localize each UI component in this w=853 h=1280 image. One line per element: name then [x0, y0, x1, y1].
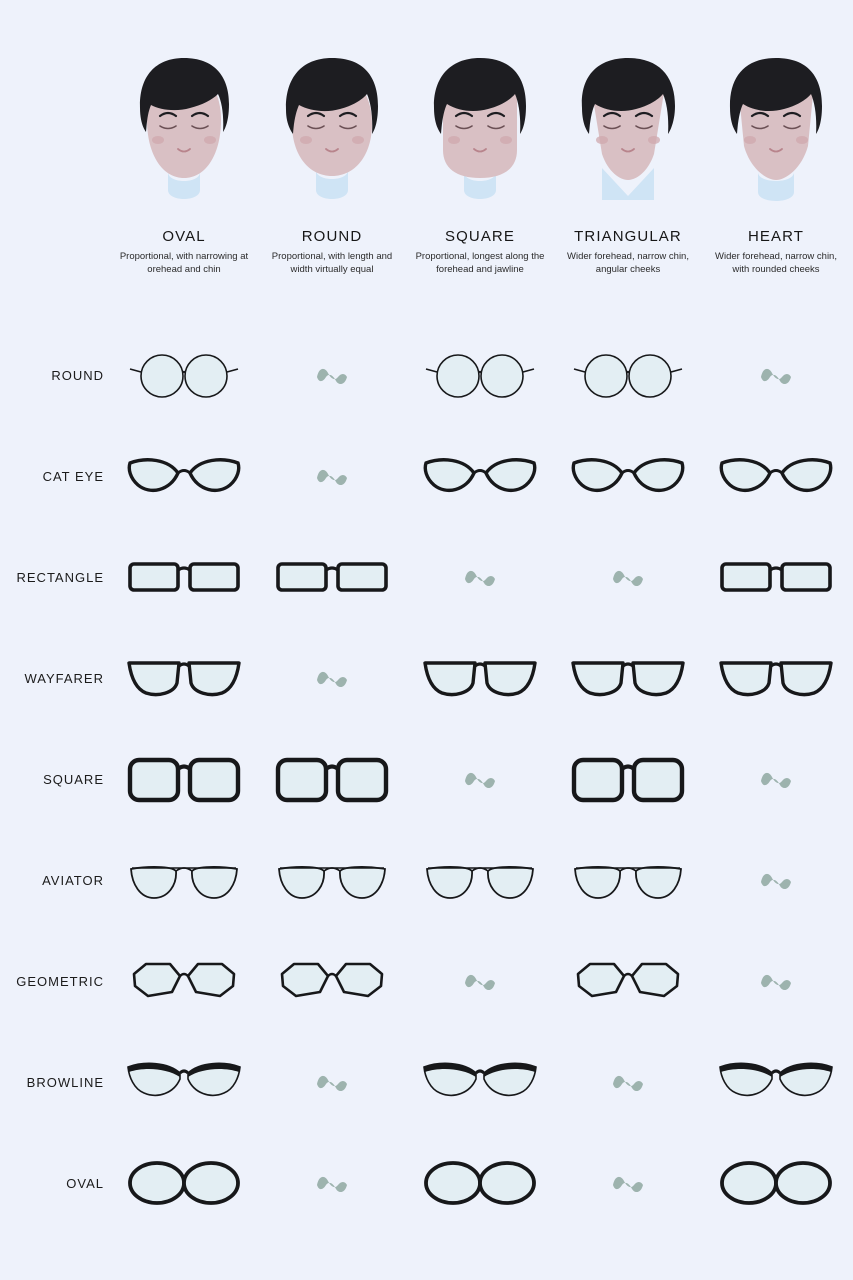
face-shape-title: ROUND: [301, 228, 363, 245]
frame-style-label: GEOMETRIC: [16, 974, 104, 989]
face-column-round: [258, 50, 406, 315]
not-recommended-squiggle-icon: [258, 1133, 406, 1234]
not-recommended-squiggle-icon: [702, 931, 850, 1032]
not-recommended-squiggle-icon: [258, 325, 406, 426]
glasses-cateye-icon: [406, 426, 554, 527]
face-shape-description: Proportional, with narrowing at orehead and chin: [119, 251, 249, 275]
face-column-triangular: [554, 50, 702, 315]
glasses-browline-icon: [702, 1032, 850, 1133]
glasses-browline-icon: [110, 1032, 258, 1133]
face-shape-description: Proportional, with length and width virtually equal: [271, 251, 393, 275]
table-row: [0, 325, 853, 426]
glasses-round-icon: [406, 325, 554, 426]
frame-style-label: OVAL: [66, 1176, 104, 1191]
not-recommended-squiggle-icon: [258, 1032, 406, 1133]
glasses-cateye-icon: [554, 426, 702, 527]
glasses-aviator-icon: [554, 830, 702, 931]
table-row: [0, 426, 853, 527]
table-row: [0, 1133, 853, 1234]
glasses-cateye-icon: [110, 426, 258, 527]
not-recommended-squiggle-icon: [702, 830, 850, 931]
glasses-aviator-icon: [258, 830, 406, 931]
face-shape-description: Proportional, longest along the forehead and jawline: [415, 251, 545, 275]
not-recommended-squiggle-icon: [258, 628, 406, 729]
frame-style-label: BROWLINE: [26, 1075, 104, 1090]
recommendation-grid: [0, 325, 853, 1234]
not-recommended-squiggle-icon: [406, 729, 554, 830]
glasses-rectangle-icon: [110, 527, 258, 628]
not-recommended-squiggle-icon: [406, 527, 554, 628]
glasses-wayfarer-icon: [554, 628, 702, 729]
glasses-geometric-icon: [258, 931, 406, 1032]
glasses-browline-icon: [406, 1032, 554, 1133]
glasses-oval-icon: [702, 1133, 850, 1234]
face-illustration-heart: [716, 50, 836, 220]
face-column-square: [406, 50, 554, 315]
glasses-oval-icon: [406, 1133, 554, 1234]
table-row: [0, 527, 853, 628]
face-illustration-oval: [124, 50, 244, 220]
glasses-oval-icon: [110, 1133, 258, 1234]
glasses-aviator-icon: [406, 830, 554, 931]
glasses-round-icon: [110, 325, 258, 426]
not-recommended-squiggle-icon: [554, 1133, 702, 1234]
face-shape-title: OVAL: [162, 228, 206, 245]
glasses-wayfarer-icon: [702, 628, 850, 729]
glasses-round-icon: [554, 325, 702, 426]
frame-style-label: WAYFARER: [24, 671, 104, 686]
face-illustration-round: [272, 50, 392, 220]
face-shape-description: Wider forehead, narrow chin, with rounded cheeks: [715, 251, 837, 275]
face-column-oval: [110, 50, 258, 315]
frame-style-label: CAT EYE: [42, 469, 104, 484]
table-row: [0, 830, 853, 931]
glasses-square-icon: [258, 729, 406, 830]
face-column-heart: [702, 50, 850, 315]
face-shape-title: HEART: [747, 228, 805, 245]
glasses-geometric-icon: [554, 931, 702, 1032]
face-shape-title: TRIANGULAR: [574, 228, 682, 245]
table-row: [0, 729, 853, 830]
glasses-rectangle-icon: [702, 527, 850, 628]
glasses-square-icon: [110, 729, 258, 830]
glasses-geometric-icon: [110, 931, 258, 1032]
face-shape-description: Wider forehead, narrow chin, angular cheeks: [567, 251, 689, 275]
frame-style-label: AVIATOR: [42, 873, 104, 888]
frame-style-label: RECTANGLE: [16, 570, 104, 585]
glasses-rectangle-icon: [258, 527, 406, 628]
glasses-square-icon: [554, 729, 702, 830]
face-illustration-square: [420, 50, 540, 220]
glasses-cateye-icon: [702, 426, 850, 527]
frame-style-label: ROUND: [51, 368, 104, 383]
not-recommended-squiggle-icon: [406, 931, 554, 1032]
not-recommended-squiggle-icon: [554, 527, 702, 628]
glasses-wayfarer-icon: [406, 628, 554, 729]
table-row: [0, 1032, 853, 1133]
frame-style-label: SQUARE: [43, 772, 104, 787]
face-shape-title: SQUARE: [445, 228, 515, 245]
table-row: [0, 628, 853, 729]
table-row: [0, 931, 853, 1032]
glasses-aviator-icon: [110, 830, 258, 931]
face-illustration-triangular: [568, 50, 688, 220]
not-recommended-squiggle-icon: [702, 729, 850, 830]
not-recommended-squiggle-icon: [702, 325, 850, 426]
not-recommended-squiggle-icon: [554, 1032, 702, 1133]
glasses-wayfarer-icon: [110, 628, 258, 729]
face-shape-header: [110, 50, 853, 315]
not-recommended-squiggle-icon: [258, 426, 406, 527]
